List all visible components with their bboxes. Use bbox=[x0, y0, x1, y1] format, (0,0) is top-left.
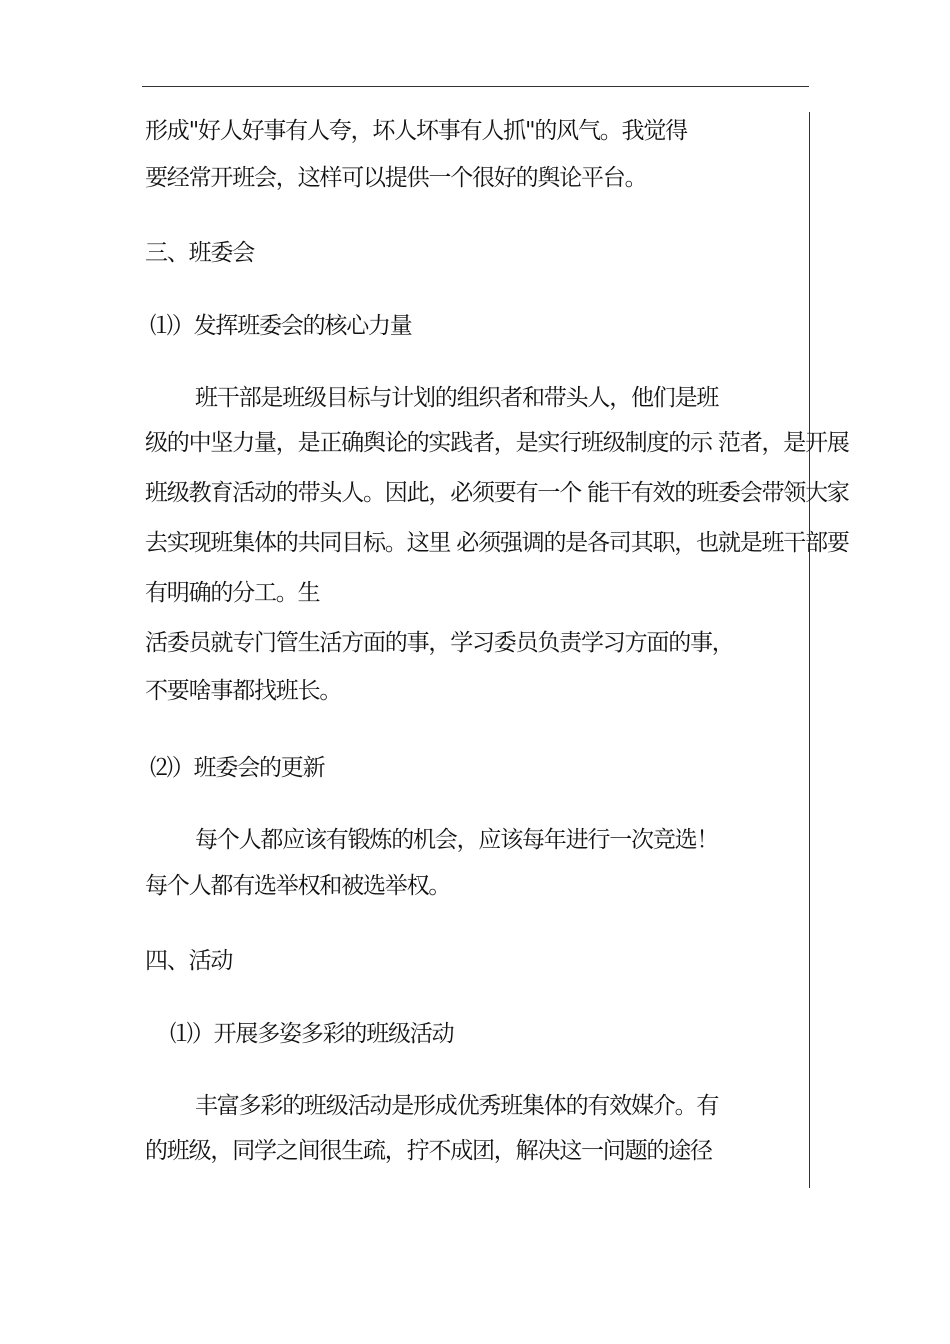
paragraph-line: 每个人都有选举权和被选举权。 bbox=[145, 873, 451, 899]
paragraph-line: 要经常开班会，这样可以提供一个很好的舆论平台。 bbox=[145, 165, 647, 191]
subheading-3-1: ⑴）发挥班委会的核心力量 bbox=[150, 313, 412, 339]
paragraph-line: 形成"好人好事有人夸，坏人坏事有人抓"的风气。我觉得 bbox=[145, 118, 687, 144]
subheading-3-2: ⑵）班委会的更新 bbox=[150, 755, 325, 781]
paragraph-line: 丰富多彩的班级活动是形成优秀班集体的有效媒介。有 bbox=[195, 1093, 719, 1119]
section-heading-4: 四、活动 bbox=[145, 948, 233, 974]
paragraph-line: 班干部是班级目标与计划的组织者和带头人，他们是班 bbox=[195, 385, 719, 411]
header-rule bbox=[142, 86, 809, 87]
paragraph-line: 级的中坚力量，是正确舆论的实践者，是实行班级制度的示 范者，是开展 bbox=[145, 430, 849, 456]
paragraph-line: 班级教育活动的带头人。因此，必须要有一个 能干有效的班委会带领大家 bbox=[145, 480, 849, 506]
right-margin-rule bbox=[809, 112, 810, 1188]
section-heading-3: 三、班委会 bbox=[145, 240, 255, 266]
paragraph-line: 有明确的分工。生 bbox=[145, 580, 320, 606]
paragraph-line: 去实现班集体的共同目标。这里 必须强调的是各司其职，也就是班干部要 bbox=[145, 530, 849, 556]
paragraph-line: 的班级，同学之间很生疏，拧不成团，解决这一问题的途径 bbox=[145, 1138, 712, 1164]
paragraph-line: 活委员就专门管生活方面的事，学习委员负责学习方面的事， bbox=[145, 630, 734, 656]
paragraph-line: 每个人都应该有锻炼的机会，应该每年进行一次竞选！ bbox=[195, 827, 719, 853]
subheading-4-1: ⑴）开展多姿多彩的班级活动 bbox=[170, 1021, 454, 1047]
paragraph-line: 不要啥事都找班长。 bbox=[145, 678, 342, 704]
